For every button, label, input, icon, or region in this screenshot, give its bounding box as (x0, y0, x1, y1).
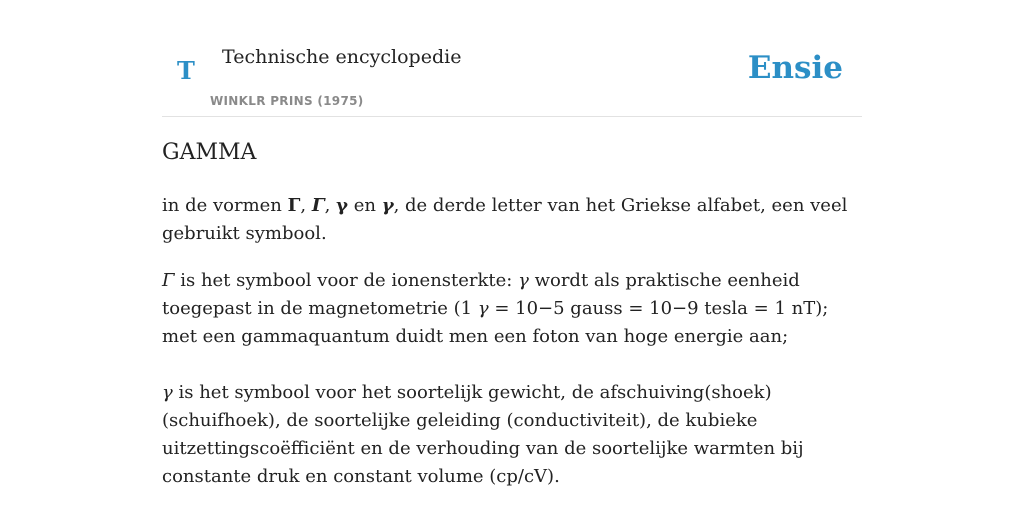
entry-paragraph (162, 267, 862, 351)
brand-logo[interactable]: Ensie (747, 50, 843, 86)
entry-paragraph (162, 379, 862, 491)
entry-title: GAMMA (162, 140, 257, 165)
greek-letter: γ (162, 382, 173, 403)
paragraph-text: is het symbool voor het soortelijk gewicht, de afschuiving(shoek) (schuifhoek), de soortelijke geleiding (conductiviteit), de kubieke uitzettingscoëfficiënt en de verhouding van de soortelijke warmten bij constante druk en constant volume (cp/cV). (162, 382, 804, 487)
greek-letter: γ (477, 298, 489, 319)
paragraph-text: en (347, 195, 382, 216)
greek-letter: Γ (311, 195, 325, 216)
greek-letter: γ (518, 270, 529, 291)
paragraph-text: , (324, 195, 337, 216)
greek-letter: γ (336, 195, 348, 216)
greek-letter: γ (381, 195, 394, 216)
book-logo[interactable]: T (177, 56, 195, 85)
entry-content (162, 192, 862, 491)
paragraph-text: wordt als praktische eenheid toegepast in de magnetometrie (1 (162, 270, 800, 319)
greek-letter: Γ (162, 270, 175, 291)
paragraph-text: , de derde letter van het Griekse alfabet, een veel gebruikt symbool. (162, 195, 848, 244)
entry-paragraph (162, 192, 862, 248)
book-subtitle: WINKLR PRINS (1975) (210, 94, 364, 108)
paragraph-text: , (300, 195, 312, 216)
paragraph-text: = 10−5 gauss = 10−9 tesla = 1 nT); met een gammaquantum duidt men een foton van hoge energie aan; (162, 298, 829, 347)
page-header (162, 0, 862, 117)
paragraph-text: in de vormen (162, 195, 288, 216)
paragraph-text: is het symbool voor de ionensterkte: (174, 270, 519, 291)
book-title[interactable]: Technische encyclopedie (222, 46, 462, 68)
greek-letter: Γ (287, 195, 301, 216)
